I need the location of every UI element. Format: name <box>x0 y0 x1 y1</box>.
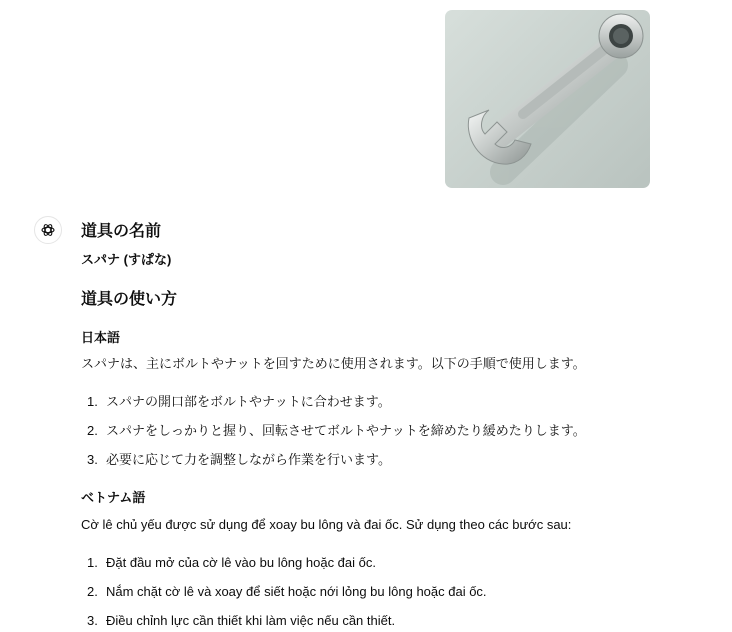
assistant-avatar <box>34 216 62 244</box>
assistant-message <box>81 220 711 631</box>
list-item <box>81 392 711 412</box>
vietnamese-steps <box>81 553 711 631</box>
list-item-text: Nắm chặt cờ lê và xoay để siết hoặc nới lỏng bu lông hoặc đai ốc. <box>106 584 487 599</box>
list-number: 2. <box>87 423 98 438</box>
list-number: 2. <box>87 584 98 599</box>
list-number: 1. <box>87 394 98 409</box>
list-number: 3. <box>87 613 98 628</box>
wrench-icon <box>445 10 650 188</box>
list-item <box>81 553 711 573</box>
uploaded-wrench-image[interactable] <box>445 10 650 188</box>
list-item-text: スパナをしっかりと握り、回転させてボルトやナットを締めたり緩めたりします。 <box>106 423 586 438</box>
openai-logo-icon <box>39 221 57 239</box>
list-item-text: Điều chỉnh lực cần thiết khi làm việc nếu cần thiết. <box>106 613 396 628</box>
japanese-intro: スパナは、主にボルトやナットを回すために使用されます。以下の手順で使用します。 <box>81 356 586 371</box>
japanese-label: 日本語 <box>81 330 121 345</box>
list-item-text: 必要に応じて力を調整しながら作業を行います。 <box>106 452 391 467</box>
tool-name-heading: 道具の名前 <box>81 223 162 240</box>
list-item <box>81 421 711 441</box>
list-item-text: Đặt đầu mở của cờ lê vào bu lông hoặc đai ốc. <box>106 555 376 570</box>
list-item-text: スパナの開口部をボルトやナットに合わせます。 <box>106 394 391 409</box>
tool-name: スパナ (すぱな) <box>81 252 172 267</box>
vietnamese-label: ベトナム語 <box>81 490 146 505</box>
japanese-steps <box>81 392 711 470</box>
list-item <box>81 611 711 631</box>
usage-heading: 道具の使い方 <box>81 291 178 308</box>
list-number: 3. <box>87 452 98 467</box>
list-number: 1. <box>87 555 98 570</box>
list-item <box>81 582 711 602</box>
vietnamese-intro: Cờ lê chủ yếu được sử dụng để xoay bu lông và đai ốc. Sử dụng theo các bước sau: <box>81 517 572 532</box>
list-item <box>81 450 711 470</box>
